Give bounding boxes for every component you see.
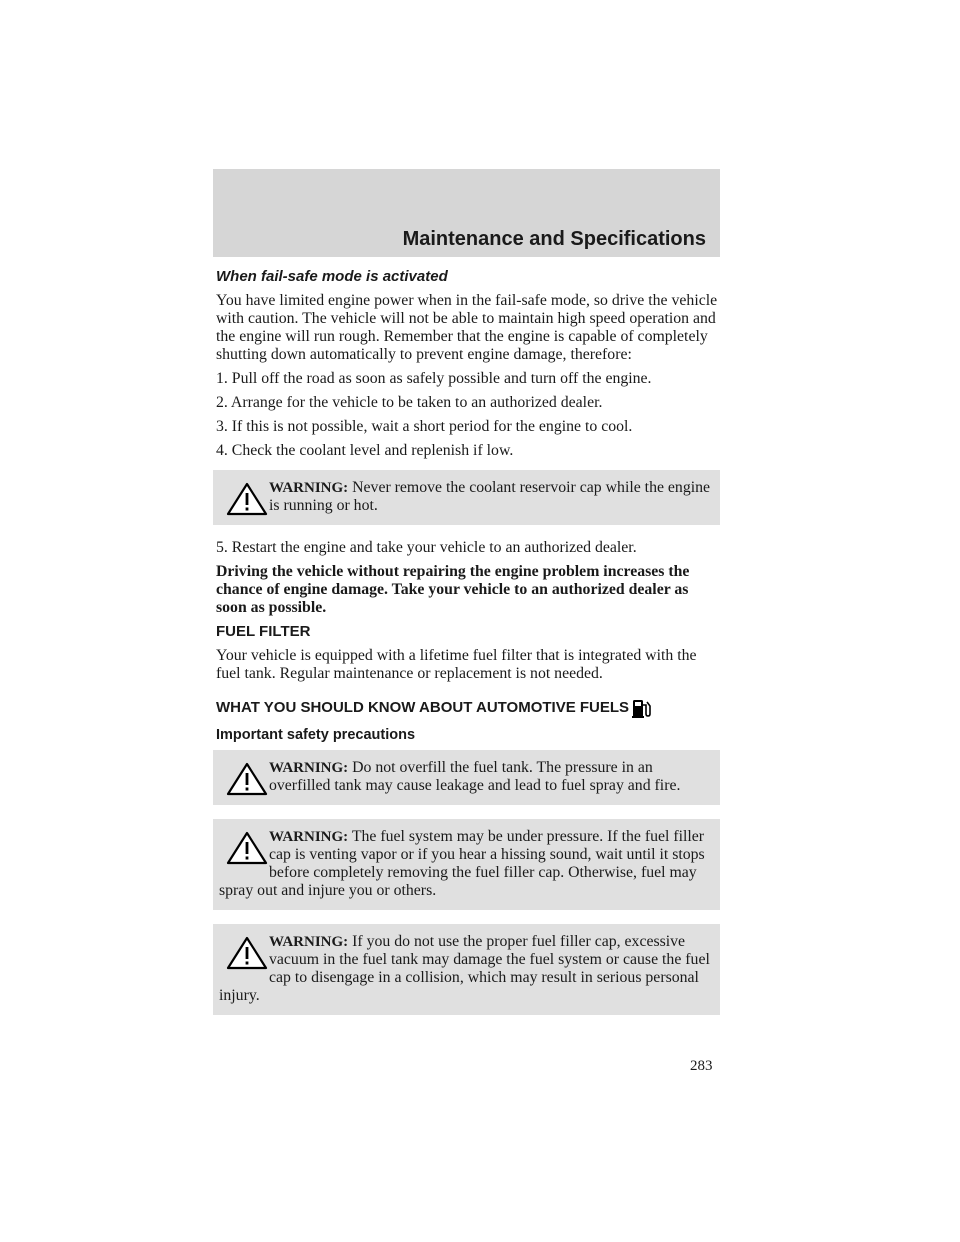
warning-text: Never remove the coolant reservoir cap while the engine is running or hot.	[269, 479, 711, 514]
warning-label: WARNING:	[269, 934, 349, 950]
fuel-filter-heading: FUEL FILTER	[216, 623, 311, 640]
fuel-filter-text: Your vehicle is equipped with a lifetime fuel filter that is integrated with the fuel tank. Regular maintenance or replacement is not needed.	[216, 647, 697, 682]
warning-label: WARNING:	[269, 480, 349, 496]
warning-triangle-icon	[225, 935, 269, 971]
warning-label: WARNING:	[269, 760, 349, 776]
warning-text: If you do not use the proper fuel filler cap, excessive vacuum in the fuel tank may damage the fuel system or cause the fuel cap to disengage in a collision, which may result in serious personal injury.	[219, 933, 710, 1004]
fuels-heading: WHAT YOU SHOULD KNOW ABOUT AUTOMOTIVE FUELS	[216, 699, 630, 716]
page-content	[216, 268, 720, 1029]
failsafe-intro: You have limited engine power when in the fail-safe mode, so drive the vehicle with caution. The vehicle will not be able to maintain high speed operation and the engine will run rough. Remember that the engine is capable of completely shutting down automatically to prevent engine damage, therefore:	[216, 292, 718, 363]
warning-label: WARNING:	[269, 829, 349, 845]
step-item: 1. Pull off the road as soon as safely possible and turn off the engine.	[216, 370, 652, 387]
warning-box-pressure	[213, 819, 720, 910]
warning-text: Do not overfill the fuel tank. The pressure in an overfilled tank may cause leakage and lead to fuel spray and fire.	[269, 759, 681, 794]
step-item: 3. If this is not possible, wait a short period for the engine to cool.	[216, 418, 633, 435]
header-title: Maintenance and Specifications	[402, 228, 706, 250]
warning-box-coolant	[213, 470, 720, 525]
step-item: 4. Check the coolant level and replenish if low.	[216, 442, 514, 459]
fuel-pump-icon	[631, 697, 651, 719]
page-header	[213, 169, 720, 257]
warning-triangle-icon	[225, 761, 269, 797]
fuels-heading-row	[216, 697, 720, 719]
warning-text: The fuel system may be under pressure. If the fuel filler cap is venting vapor or if you hear a hissing sound, wait until it stops before completely removing the fuel filler cap. Otherwise, fuel may spray out and injure you or others.	[219, 828, 705, 899]
failsafe-bold-note: Driving the vehicle without repairing the engine problem increases the chance of engine damage. Take your vehicle to an authorized dealer as soon as possible.	[216, 563, 690, 616]
fuels-subheading: Important safety precautions	[216, 727, 416, 743]
page-number: 283	[690, 1058, 713, 1074]
warning-box-filler-cap	[213, 924, 720, 1015]
warning-box-overfill	[213, 750, 720, 805]
step-item: 5. Restart the engine and take your vehicle to an authorized dealer.	[216, 539, 637, 556]
failsafe-heading: When fail-safe mode is activated	[216, 268, 448, 285]
warning-triangle-icon	[225, 830, 269, 866]
warning-triangle-icon	[225, 481, 269, 517]
step-item: 2. Arrange for the vehicle to be taken to an authorized dealer.	[216, 394, 603, 411]
